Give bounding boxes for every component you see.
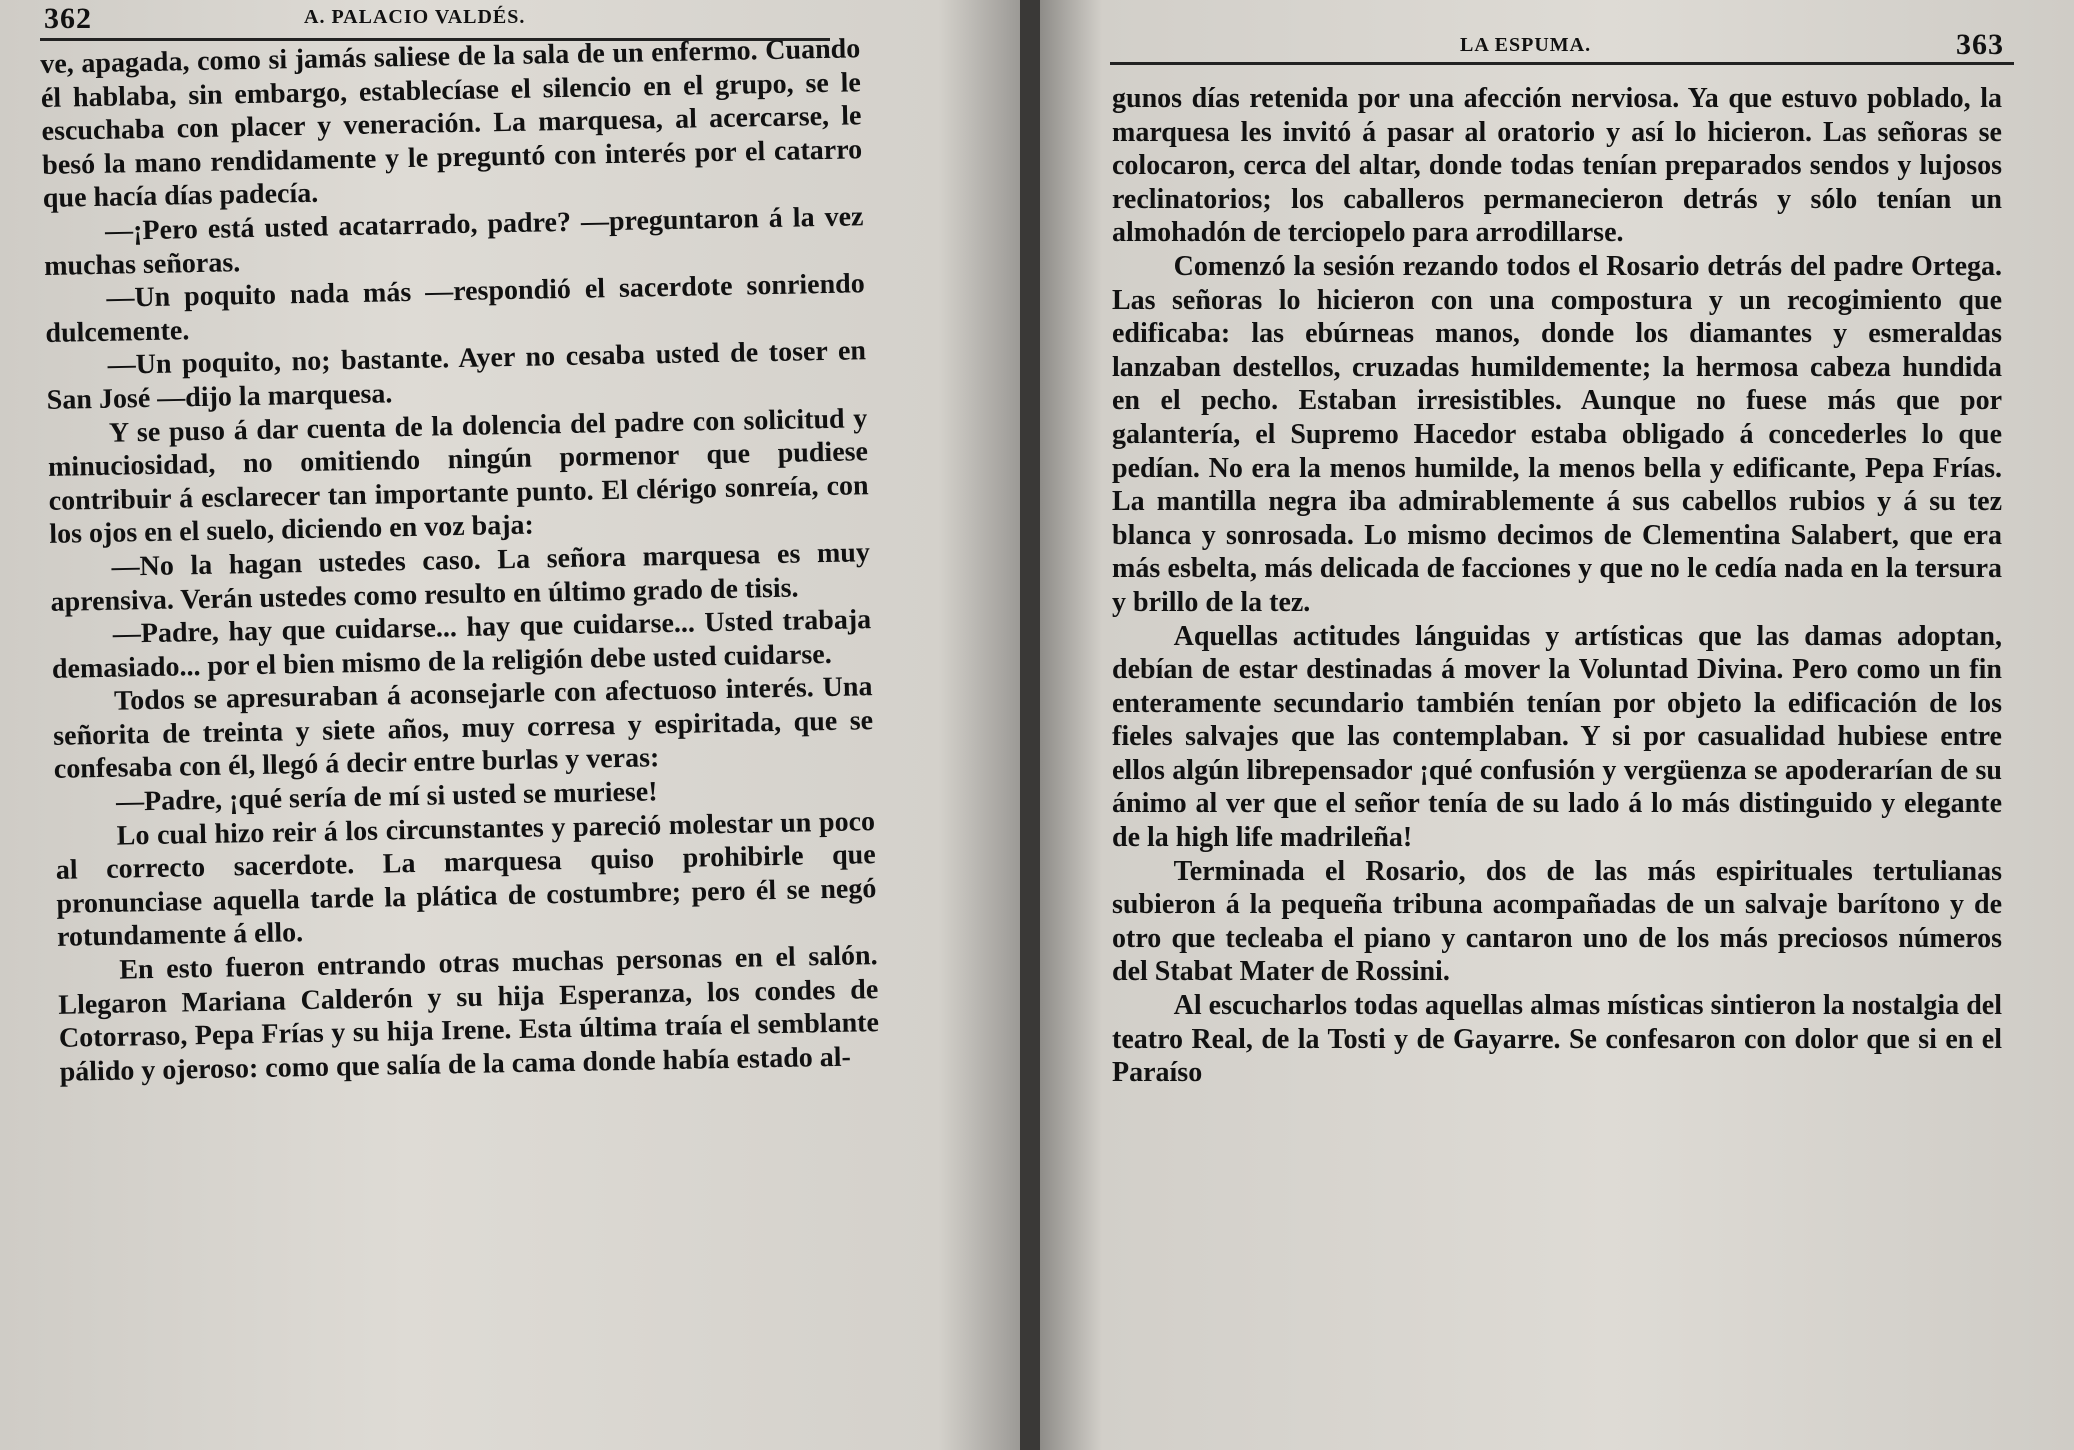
paragraph: Todos se apresuraban á aconsejarle con afectuoso interés. Una señorita de treinta y siete años, muy corresa y espiritada, que se confesaba con él, llegó á decir entre burlas y veras: [52, 671, 874, 786]
paragraph: Al escucharlos todas aquellas almas místicas sintieron la nostalgia del teatro Real, de la Tosti y de Gayarre. Se confesaron con dolor que si en el Paraíso [1112, 990, 2002, 1089]
right-page [1040, 0, 2074, 1450]
paragraph: Terminada el Rosario, dos de las más espirituales tertulianas subieron á la pequeña tribuna acompañadas de un salvaje barítono y de otro que tecleaba el piano y cantaron uno de los más preciosos números del Stabat Mater de Rossini. [1112, 855, 2002, 988]
right-page-text [1112, 82, 2002, 1090]
left-page-number: 362 [44, 2, 92, 35]
left-running-head: A. PALACIO VALDÉS. [304, 6, 526, 28]
paragraph: —Padre, ¡qué sería de mí si usted se muriese! [115, 776, 658, 818]
paragraph: Y se puso á dar cuenta de la dolencia del padre con solicitud y minuciosidad, no omitiendo ningún pormenor que pudiese contribuir á esclarecer tan importante punto. El clérigo sonreía, con los ojos en el suelo, diciendo en voz baja: [47, 402, 869, 551]
left-page-text [40, 32, 880, 1089]
paragraph: Aquellas actitudes lánguidas y artísticas que las damas adoptan, debían de estar destinadas á mover la Voluntad Divina. Pero como un fin enteramente secundario también tenían por objeto la edificación de los fieles salvajes que las contemplaban. Y si por casualidad hubiese entre ellos algún librepensador ¡qué confusión y vergüenza se apoderarían de su ánimo al ver que el señor tenía de su lado á lo más distinguido y elegante de la high life madrileña! [1112, 620, 2002, 854]
paragraph: —¡Pero está usted acatarrado, padre? —preguntaron á la vez muchas señoras. [43, 201, 864, 282]
right-page-number: 363 [1956, 28, 2004, 61]
paragraph: En esto fueron entrando otras muchas personas en el salón. Llegaron Mariana Calderón y su hija Esperanza, los condes de Cotorraso, Pepa Frías y su hija Irene. Esta última traía el semblante pálido y ojeroso: como que salía de la cama donde había estado al- [58, 940, 880, 1088]
paragraph: ve, apagada, como si jamás saliese de la sala de un enfermo. Cuando él hablaba, sin embargo, establecíase el silencio en el grupo, se le escuchaba con placer y veneración. La marquesa, al acercarse, le besó la mano rendidamente y le preguntó con interés por el catarro que hacía días padecía. [40, 33, 863, 215]
right-running-head: LA ESPUMA. [1460, 34, 1592, 56]
right-header-rule [1110, 62, 2014, 65]
paragraph: —Padre, hay que cuidarse... hay que cuidarse... Usted trabaja demasiado... por el bien mismo de la religión debe usted cuidarse. [51, 604, 872, 685]
left-page-header [44, 2, 830, 36]
paragraph: Comenzó la sesión rezando todos el Rosario detrás del padre Ortega. Las señoras lo hicieron con una compostura y un recogimiento que edificaba: las ebúrneas manos, donde los diamantes y esmeraldas lanzaban destellos, cruzadas humildemente; la hermosa cabeza hundida en el pecho. Estaban irresistibles. Aunque no fuese más que por galantería, el Supremo Hacedor estaba obligado á concederles lo que pedían. No era la menos humilde, la menos bella y edificante, Pepa Frías. La mantilla negra iba admirablemente á sus cabellos rubios y á su tez blanca y sonrosada. Lo mismo decimos de Clementina Salabert, que era más esbelta, más delicada de facciones y que no le cedía nada en la tersura y brillo de la tez. [1112, 250, 2002, 618]
paragraph: —Un poquito, no; bastante. Ayer no cesaba usted de toser en San José —dijo la marquesa. [46, 335, 867, 416]
left-page [0, 0, 1020, 1450]
paragraph: Lo cual hizo reir á los circunstantes y pareció molestar un poco al correcto sacerdote. La marquesa quiso prohibirle que pronunciase aquella tarde la plática de costumbre; pero él se negó rotundamente á ello. [55, 805, 877, 954]
paragraph: —No la hagan ustedes caso. La señora marquesa es muy aprensiva. Verán ustedes como resulto en último grado de tisis. [50, 537, 871, 618]
right-page-header [1110, 30, 2004, 60]
paragraph: —Un poquito nada más —respondió el sacerdote sonriendo dulcemente. [45, 268, 865, 349]
paragraph: gunos días retenida por una afección nerviosa. Ya que estuvo poblado, la marquesa les invitó á pasar al oratorio y así lo hicieron. Las señoras se colocaron, cerca del altar, donde todas tenían preparados sendos y lujosos reclinatorios; los caballeros permanecieron detrás y sólo tenían un almohadón de terciopelo para arrodillarse. [1112, 83, 2002, 249]
book-gutter [1020, 0, 1040, 1450]
